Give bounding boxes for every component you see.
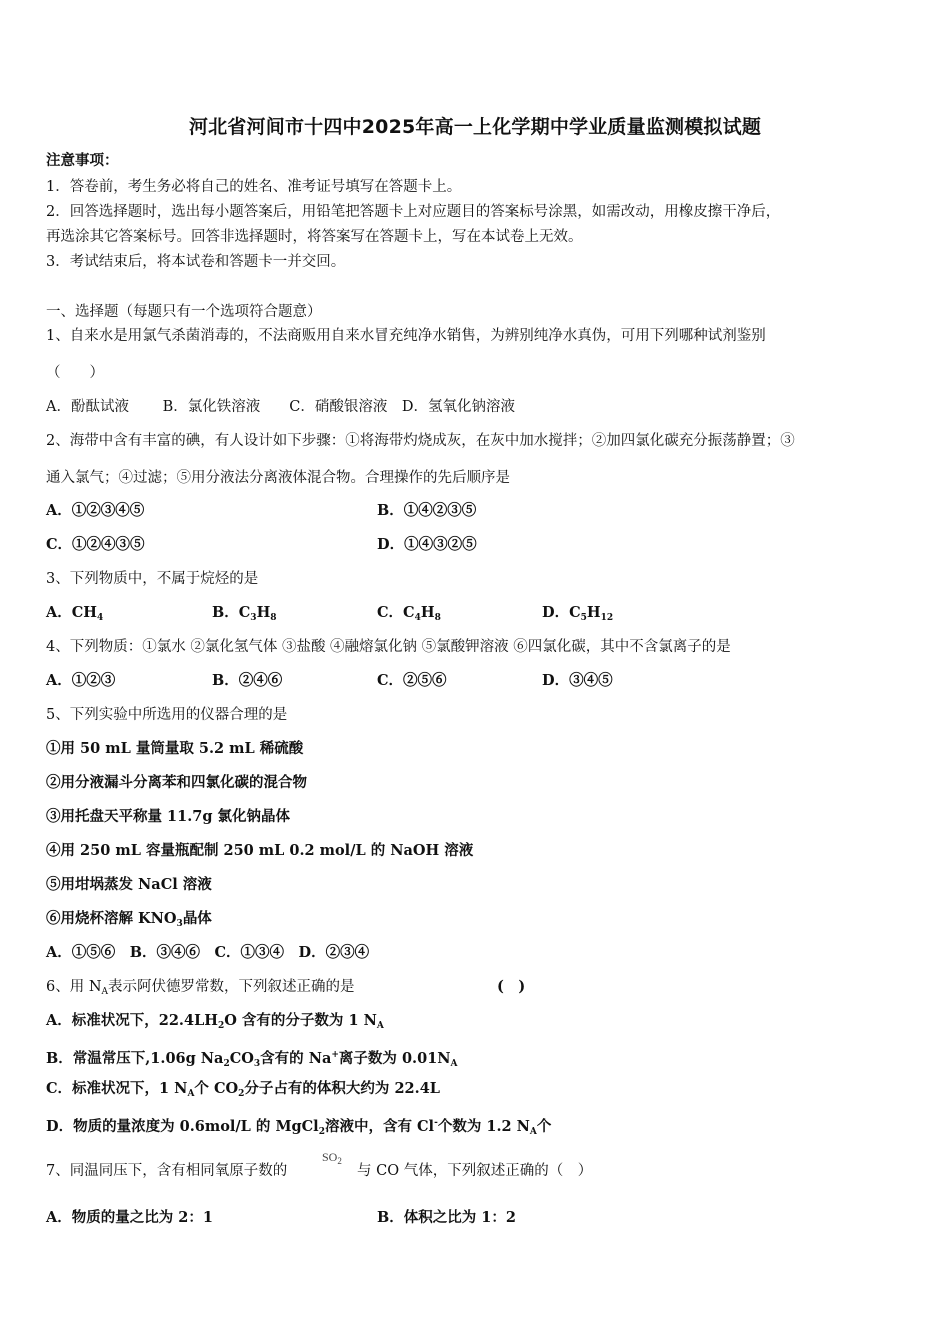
q6-paren: ( ) — [497, 978, 526, 995]
q7-option-b: B．体积之比为 1：2 — [377, 1209, 516, 1226]
q4-option-c: C．②⑤⑥ — [377, 672, 447, 689]
q3-option-a: A．$CH_4$ — [46, 604, 104, 623]
q5-stem: 5、下列实验中所选用的仪器合理的是 — [46, 707, 288, 723]
q6-option-b: B．常温常压下,1.06g $Na_2CO_3$含有的 Na+离子数为 $0.01N_A$ — [46, 1050, 458, 1069]
q7-stem-pre: 7、同温同压下，含有相同氧原子数的 — [46, 1163, 288, 1179]
section-heading: 一、选择题（每题只有一个选项符合题意） — [46, 304, 322, 320]
q2-option-c: C．①②④③⑤ — [46, 536, 145, 553]
q7-stem-post: 与 CO 气体，下列叙述正确的（ ） — [357, 1163, 593, 1179]
notice-item-2: 2．回答选择题时，选出每小题答案后，用铅笔把答题卡上对应题目的答案标号涂黑，如需改动，用橡皮擦干净后， — [46, 204, 781, 220]
q3-option-b: B．$C_3H_8$ — [212, 604, 277, 623]
page-title: 河北省河间市十四中2025年高一上化学期中学业质量监测模拟试题 — [188, 116, 762, 138]
q7-option-a: A．物质的量之比为 2：1 — [46, 1209, 213, 1226]
q6-stem: 6、用 $N_A$表示阿伏德罗常数，下列叙述正确的是 — [46, 979, 355, 997]
q5-item-6: ⑥用烧杯溶解 $KNO_3$晶体 — [46, 910, 212, 929]
q7-so2-formula: $SO_2$ — [322, 1150, 342, 1166]
q4-option-d: D．③④⑤ — [542, 672, 613, 689]
q5-item-4: ④用 250 mL 容量瓶配制 250 mL 0.2 mol/L 的 NaOH 溶液 — [46, 842, 474, 859]
notice-heading: 注意事项： — [46, 152, 119, 169]
notice-item-2-cont: 再选涂其它答案标号。回答非选择题时，将答案写在答题卡上，写在本试卷上无效。 — [46, 229, 583, 245]
notice-item-1: 1．答卷前，考生务必将自己的姓名、准考证号填写在答题卡上。 — [46, 179, 462, 195]
q4-option-a: A．①②③ — [46, 672, 116, 689]
q1-paren: （ ） — [46, 365, 104, 381]
q2-option-b: B．①④②③⑤ — [377, 502, 477, 519]
q6-option-d: D．物质的量浓度为 0.6mol/L 的 MgCl$_2$溶液中，含有 Cl-个数为 1.2 $N_A$个 — [46, 1118, 552, 1137]
q5-options: A．①⑤⑥ B．③④⑥ C．①③④ D．②③④ — [46, 944, 370, 961]
q4-option-b: B．②④⑥ — [212, 672, 283, 689]
q5-item-3: ③用托盘天平称量 11.7g 氯化钠晶体 — [46, 808, 291, 825]
q4-stem: 4、下列物质：①氯水 ②氯化氢气体 ③盐酸 ④融熔氯化钠 ⑤氯酸钾溶液 ⑥四氯化碳，其中不含氯离子的是 — [46, 639, 731, 655]
q6-option-c: C．标准状况下，1 $N_A$个 $CO_2$分子占有的体积大约为 22.4L — [46, 1080, 440, 1099]
q5-item-5: ⑤用坩埚蒸发 NaCl 溶液 — [46, 876, 212, 893]
q2-option-d: D．①④③②⑤ — [377, 536, 477, 553]
notice-item-3: 3．考试结束后，将本试卷和答题卡一并交回。 — [46, 254, 346, 270]
q2-option-a: A．①②③④⑤ — [46, 502, 145, 519]
q2-stem-cont: 通入氯气；④过滤；⑤用分液法分离液体混合物。合理操作的先后顺序是 — [46, 470, 510, 486]
q2-stem: 2、海带中含有丰富的碘，有人设计如下步骤：①将海带灼烧成灰，在灰中加水搅拌；②加四氯化碳充分振荡静置；③ — [46, 433, 795, 449]
q6-option-a: A．标准状况下，$22.4LH_2O$ 含有的分子数为 1 $N_A$ — [46, 1012, 384, 1031]
q1-options: A．酚酞试液 B．氯化铁溶液 C．硝酸银溶液 D．氢氧化钠溶液 — [46, 399, 515, 415]
q1-stem: 1、自来水是用氯气杀菌消毒的，不法商贩用自来水冒充纯净水销售，为辨别纯净水真伪，可用下列哪种试剂鉴别 — [46, 328, 766, 344]
q3-option-d: D．$C_5H_{12}$ — [542, 604, 614, 623]
q3-stem: 3、下列物质中，不属于烷烃的是 — [46, 571, 259, 587]
q5-item-1: ①用 50 mL 量筒量取 5.2 mL 稀硫酸 — [46, 740, 304, 757]
q5-item-2: ②用分液漏斗分离苯和四氯化碳的混合物 — [46, 774, 307, 791]
q3-option-c: C．$C_4H_8$ — [377, 604, 441, 623]
